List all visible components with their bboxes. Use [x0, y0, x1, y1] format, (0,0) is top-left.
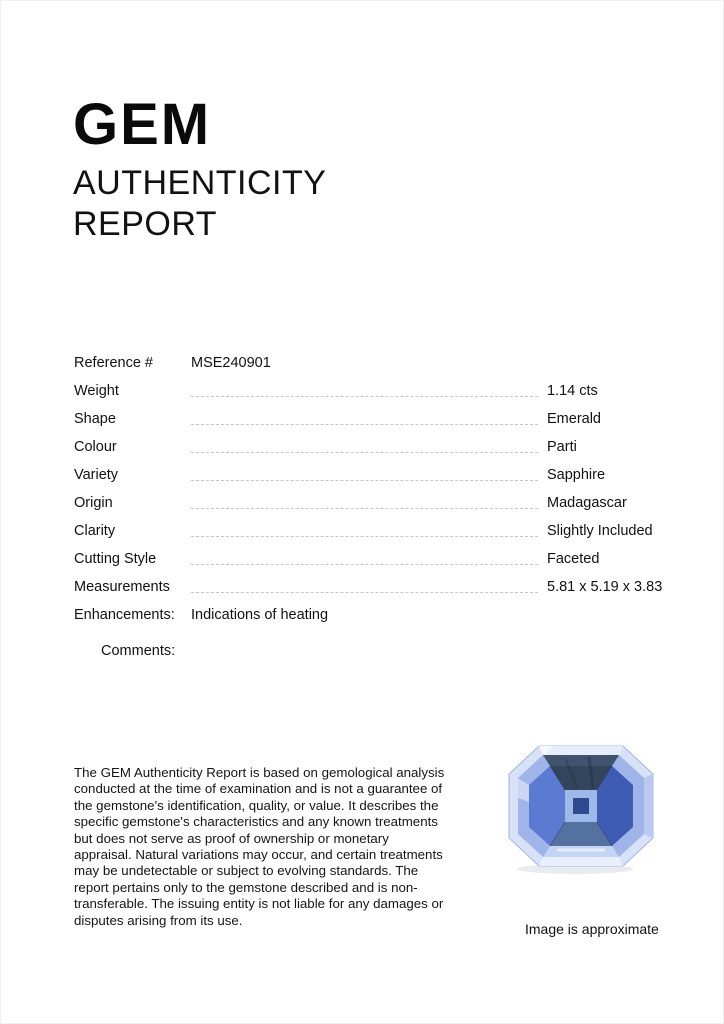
leader-line: [191, 536, 538, 537]
field-row-variety: [74, 465, 674, 493]
field-row-reference: [74, 353, 674, 381]
field-value: Sapphire: [547, 467, 606, 483]
field-row-comments: [74, 641, 674, 669]
field-label: Shape: [74, 411, 116, 427]
field-value: 5.81 x 5.19 x 3.83: [547, 579, 663, 595]
image-caption: Image is approximate: [525, 921, 659, 937]
field-value: Emerald: [547, 411, 601, 427]
field-list: [74, 353, 674, 669]
report-subtitle: [73, 163, 326, 245]
report-title: GEM: [73, 92, 212, 157]
field-value: 1.14 cts: [547, 383, 598, 399]
leader-line: [191, 564, 538, 565]
report-subtitle-line2: REPORT: [73, 205, 218, 243]
field-label: Cutting Style: [74, 551, 157, 567]
field-label: Colour: [74, 439, 117, 455]
field-label: Variety: [74, 467, 119, 483]
field-label: Measurements: [74, 579, 170, 595]
field-row-enhancements: [74, 605, 674, 633]
field-label: Weight: [74, 383, 119, 399]
field-row-shape: [74, 409, 674, 437]
field-row-origin: [74, 493, 674, 521]
field-label: Reference #: [74, 355, 153, 371]
leader-line: [191, 508, 538, 509]
gem-facet-outer-right: [644, 774, 653, 838]
field-label: Clarity: [74, 523, 116, 539]
field-row-measurements: [74, 577, 674, 605]
field-row-cutting-style: [74, 549, 674, 577]
leader-line: [191, 480, 538, 481]
field-row-weight: [74, 381, 674, 409]
field-value: Madagascar: [547, 495, 627, 511]
field-label: Comments:: [101, 643, 176, 659]
field-row-colour: [74, 437, 674, 465]
field-row-clarity: [74, 521, 674, 549]
field-value: Parti: [547, 439, 577, 455]
gem-facet-outer-bottom: [539, 857, 623, 866]
leader-line: [191, 396, 538, 397]
field-label: Origin: [74, 495, 113, 511]
report-subtitle-line1: AUTHENTICITY: [73, 164, 327, 202]
leader-line: [191, 424, 538, 425]
leader-line: [191, 592, 538, 593]
field-label: Enhancements:: [74, 607, 175, 623]
report-header: [73, 92, 327, 245]
field-value: Indications of heating: [191, 607, 329, 623]
gem-pavilion: [573, 798, 589, 814]
field-value: MSE240901: [191, 355, 271, 371]
field-value: Slightly Included: [547, 523, 653, 539]
disclaimer-text: The GEM Authenticity Report is based on gemological analysis conducted at the time of examination and is not a guarantee of the gemstone's identification, quality, or value. It describes the specific gemstone's characteristics and any known treatments but does not serve as proof of ownership or monetary appraisal. Natural variations may occur, and certain treatments may be undetectable or subject to evolving standards. The report pertains only to the gemstone described and is non-transferable. The issuing entity is not liable for any damages or disputes arising from its use.: [74, 765, 445, 928]
field-value: Faceted: [547, 551, 600, 567]
gem-photo: [505, 742, 657, 876]
gem-step-top-dark: [543, 755, 619, 766]
leader-line: [191, 452, 538, 453]
